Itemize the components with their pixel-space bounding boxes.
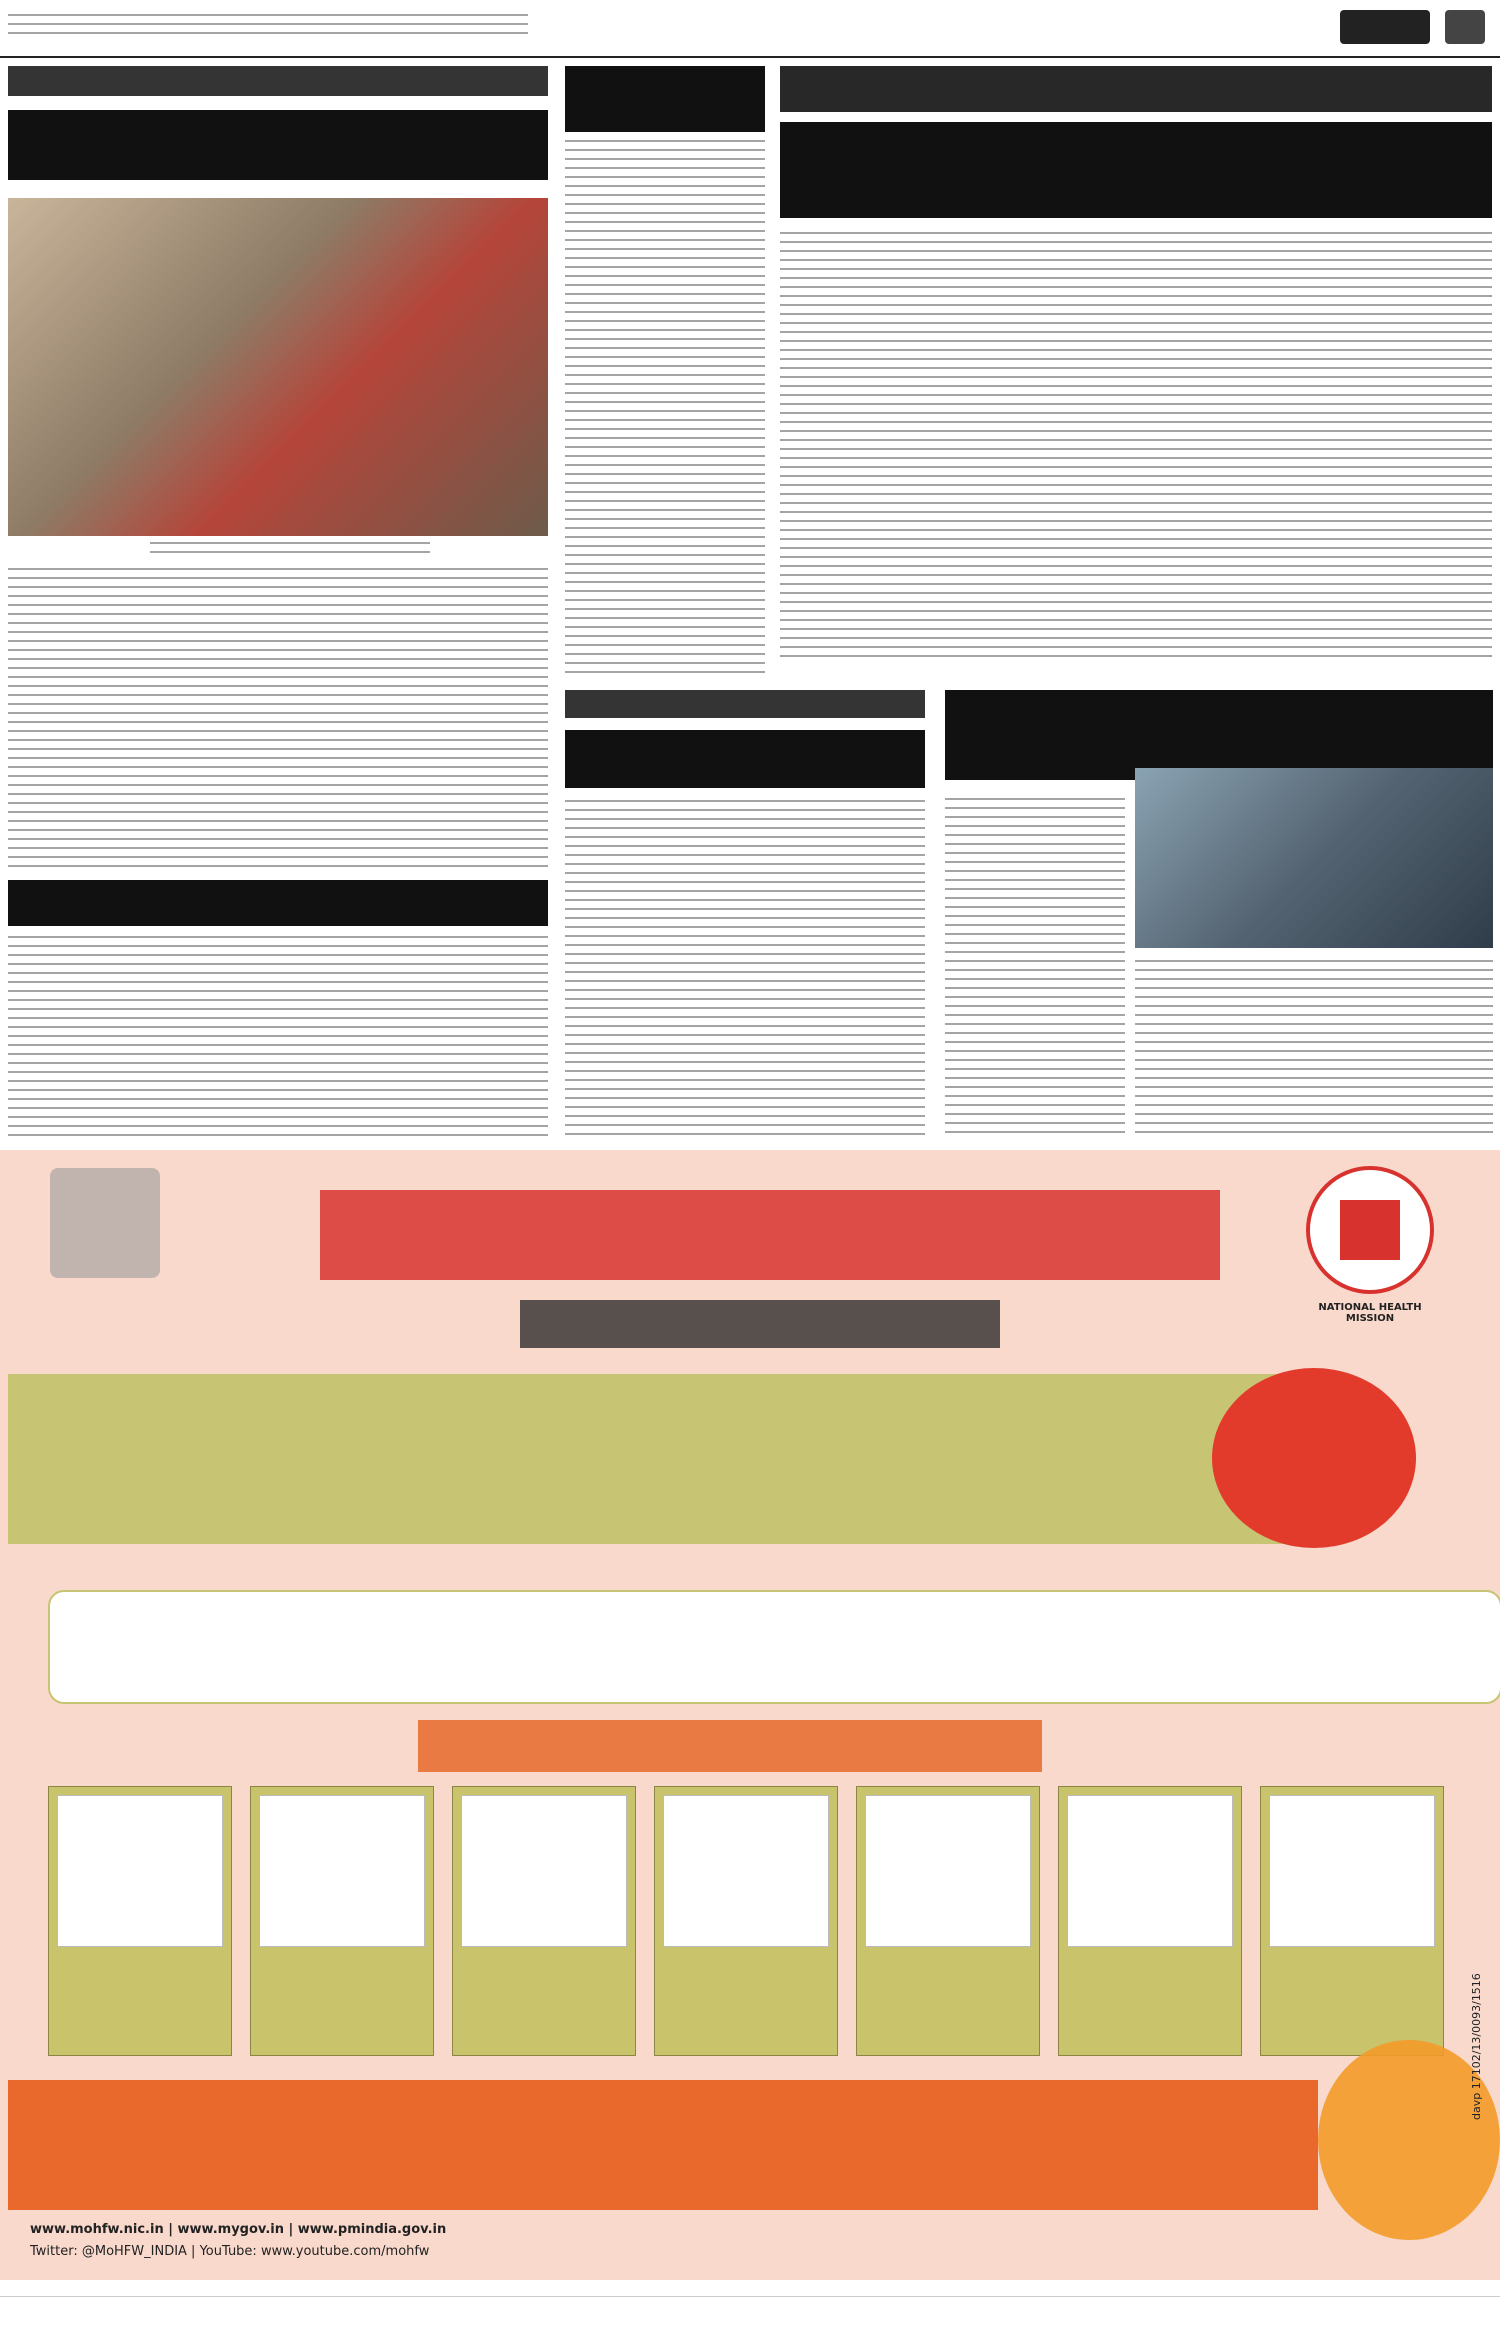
story-5-body-cont bbox=[1135, 960, 1493, 1136]
story-2-body bbox=[565, 140, 765, 680]
footer-urls: www.mohfw.nic.in | www.mygov.in | www.pmindia.gov.in bbox=[30, 2222, 447, 2237]
story-1-photo-caption bbox=[150, 542, 430, 556]
tip-2 bbox=[250, 1786, 434, 2056]
story-5-photo bbox=[1135, 768, 1493, 948]
page-number bbox=[1445, 10, 1485, 44]
brand-logo bbox=[1340, 10, 1430, 44]
story-1-headline bbox=[8, 110, 548, 180]
ad-beneficiaries-badge bbox=[1212, 1368, 1416, 1548]
tip-3 bbox=[452, 1786, 636, 2056]
ad-title bbox=[320, 1190, 1220, 1280]
story-3-kicker bbox=[780, 66, 1492, 112]
ad-notice-box bbox=[8, 1374, 1308, 1544]
tip-1 bbox=[48, 1786, 232, 2056]
prevention-heading bbox=[418, 1720, 1042, 1772]
story-5-headline bbox=[945, 690, 1493, 780]
ad-symptoms-box bbox=[48, 1590, 1500, 1704]
story-1-photo bbox=[8, 198, 548, 536]
davp-code: davp 17102/13/0093/1516 bbox=[1470, 1973, 1483, 2120]
ad-slogan-banner bbox=[8, 2080, 1318, 2210]
nhm-circle-icon bbox=[1300, 1160, 1440, 1300]
story-3-headline bbox=[780, 122, 1492, 218]
tip-5 bbox=[856, 1786, 1040, 2056]
print-marks bbox=[0, 2296, 1500, 2327]
story-5-body bbox=[945, 798, 1125, 1136]
nhm-logo bbox=[1300, 1160, 1440, 1300]
footer-social: Twitter: @MoHFW_INDIA | YouTube: www.youtube.com/mohfw bbox=[30, 2244, 430, 2259]
tip-4 bbox=[654, 1786, 838, 2056]
nhm-label: NATIONAL HEALTH MISSION bbox=[1318, 1302, 1422, 1324]
masthead bbox=[0, 0, 1500, 58]
story-6-body bbox=[8, 936, 548, 1136]
story-4-body bbox=[565, 800, 925, 1136]
tip-6 bbox=[1058, 1786, 1242, 2056]
tip-7 bbox=[1260, 1786, 1444, 2056]
story-1-body bbox=[8, 568, 548, 868]
dateline bbox=[8, 14, 528, 38]
story-4-headline bbox=[565, 730, 925, 788]
story-6-headline bbox=[8, 880, 548, 926]
story-1-kicker bbox=[8, 66, 548, 96]
ad-date bbox=[520, 1300, 1000, 1348]
gov-emblem bbox=[50, 1168, 160, 1278]
story-2-headline bbox=[565, 66, 765, 132]
story-4-kicker bbox=[565, 690, 925, 718]
story-3-body bbox=[780, 232, 1492, 662]
